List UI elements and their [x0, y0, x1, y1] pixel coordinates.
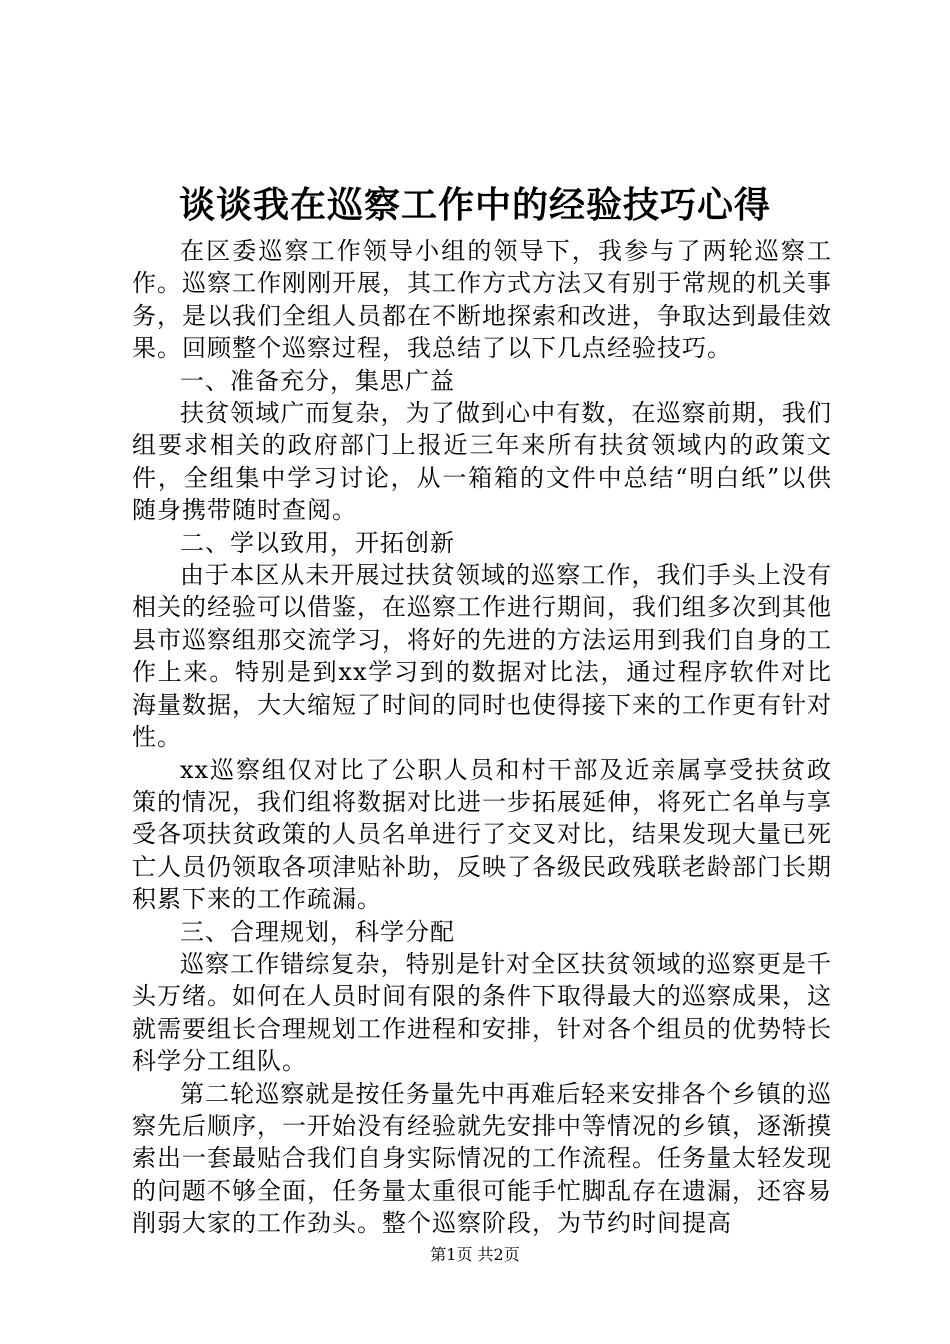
document-body	[132, 235, 832, 1240]
paragraph-section-2a: 由于本区从未开展过扶贫领域的巡察工作，我们手头上没有相关的经验可以借鉴，在巡察工作进行期间，我们组多次到其他县市巡察组那交流学习，将好的先进的方法运用到我们自身的工作上来。特别是到xx学习到的数据对比法，通过程序软件对比海量数据，大大缩短了时间的同时也使得接下来的工作更有针对性。	[132, 561, 832, 752]
document-title: 谈谈我在巡察工作中的经验技巧心得	[178, 184, 771, 226]
paragraph-section-2b: xx巡察组仅对比了公职人员和村干部及近亲属享受扶贫政策的情况，我们组将数据对比进一步拓展延伸，将死亡名单与享受各项扶贫政策的人员名单进行了交叉对比，结果发现大量已死亡人员仍领取各项津贴补助，反映了各级民政残联老龄部门长期积累下来的工作疏漏。	[132, 755, 832, 914]
page-number-footer: 第1页 共2页	[430, 1245, 520, 1264]
section-heading-2: 二、学以致用，开拓创新	[180, 528, 455, 557]
paragraph-section-1: 扶贫领域广而复杂，为了做到心中有数，在巡察前期，我们组要求相关的政府部门上报近三年来所有扶贫领域内的政策文件，全组集中学习讨论，从一箱箱的文件中总结“明白纸”以供随身携带随时查阅。	[132, 399, 832, 525]
section-heading-1: 一、准备充分，集思广益	[180, 366, 455, 395]
paragraph-section-3b: 第二轮巡察就是按任务量先中再难后轻来安排各个乡镇的巡察先后顺序，一开始没有经验就先安排中等情况的乡镇，逐渐摸索出一套最贴合我们自身实际情况的工作流程。任务量太轻发现的问题不够全面，任务量太重很可能手忙脚乱存在遗漏，还容易削弱大家的工作劲头。整个巡察阶段，为节约时间提高	[132, 1079, 832, 1238]
paragraph-intro: 在区委巡察工作领导小组的领导下，我参与了两轮巡察工作。巡察工作刚刚开展，其工作方式方法又有别于常规的机关事务，是以我们全组人员都在不断地探索和改进，争取达到最佳效果。回顾整个巡察过程，我总结了以下几点经验技巧。	[132, 237, 832, 363]
paragraph-section-3a: 巡察工作错综复杂，特别是针对全区扶贫领域的巡察更是千头万绪。如何在人员时间有限的条件下取得最大的巡察成果，这就需要组长合理规划工作进程和安排，针对各个组员的优势特长科学分工组队。	[132, 949, 832, 1076]
section-heading-3: 三、合理规划，科学分配	[180, 917, 455, 946]
